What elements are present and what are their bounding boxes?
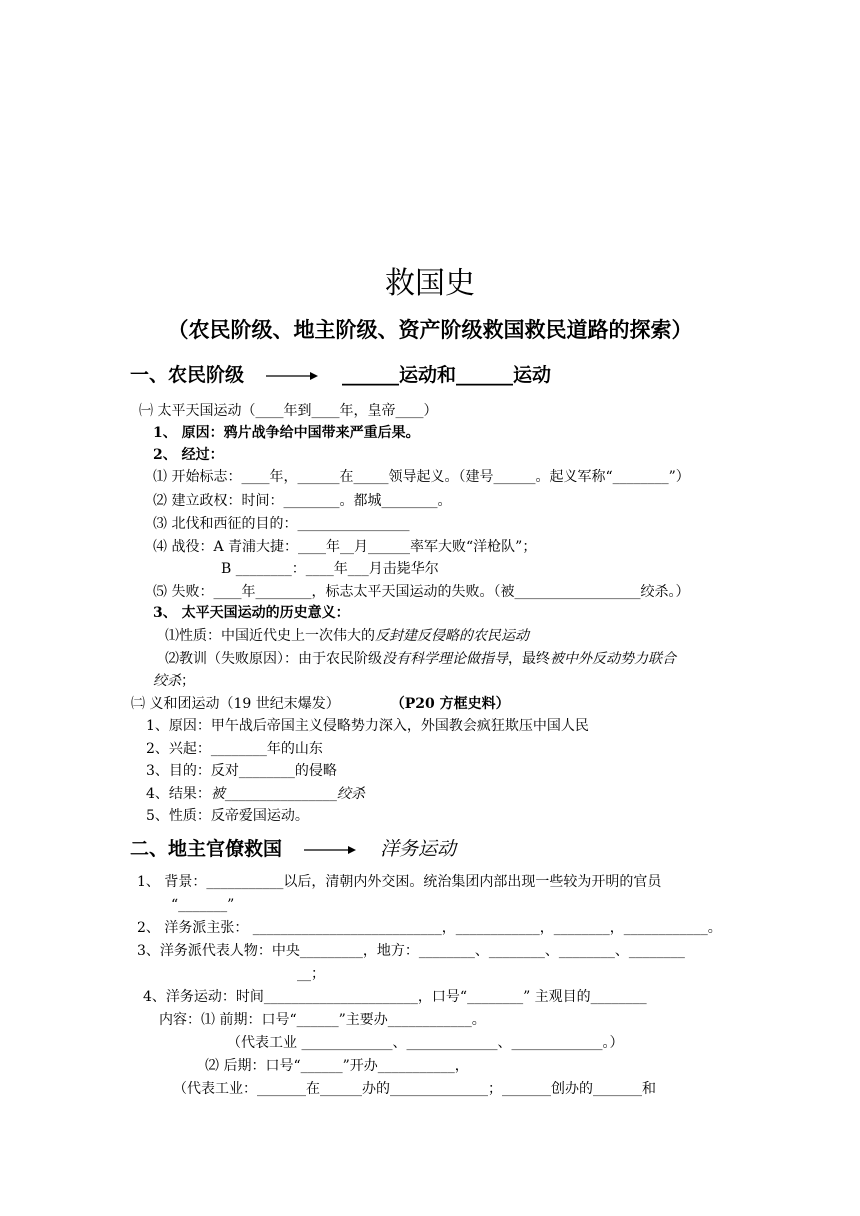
lesson-label: ⑵教训（失败原因）：由于农民阶级	[165, 651, 382, 667]
result-label: 4、结果：	[146, 786, 211, 802]
taiping-nature	[165, 626, 529, 646]
page-subtitle: （农民阶级、地主阶级、资产阶级救国救民道路的探索）	[167, 317, 693, 342]
right-arrow-icon	[266, 371, 318, 381]
taiping-battle-a: ⑷ 战役：A 青浦大捷：____年__月______率军大败“洋枪队”；	[153, 539, 537, 555]
nature-label: ⑴性质：中国近代史上一次伟大的	[165, 628, 375, 644]
section-1-heading	[130, 361, 551, 389]
taiping-battle-b: B ________：____年___月击毙华尔	[221, 561, 439, 577]
section-1-blank: ______运动和______运动	[342, 364, 552, 386]
nature-answer: 反封建反侵略的农民运动	[375, 628, 529, 644]
lesson-answer-3: 绞杀	[153, 673, 181, 689]
westernization-proposal: 2、 洋务派主张： ___________________________，____________，________，____________。	[137, 920, 722, 936]
boxer-rise: 2、兴起：________年的山东	[146, 741, 323, 757]
right-arrow-icon	[304, 845, 356, 855]
boxer-aim: 3、目的：反对________的侵略	[146, 763, 337, 779]
westernization-figures: 3、洋务派代表人物：中央_________，地方：________、________、________、________	[137, 943, 685, 959]
lesson-answer-1: 没有科学理论做指导	[382, 651, 508, 667]
westernization-figures-cont: __；	[297, 966, 325, 982]
boxer-nature: 5、性质：反帝爱国运动。	[146, 808, 309, 824]
westernization-background-cont: “_______”	[171, 897, 235, 913]
taiping-lesson-cont	[153, 671, 195, 691]
westernization-late-industry: （代表工业：_______在______办的______________；_______创办的_______和	[173, 1081, 656, 1097]
section-2-title: 二、地主官僚救国	[130, 838, 283, 860]
westernization-early: 内容：⑴ 前期：口号“______”主要办____________。	[159, 1012, 486, 1028]
section-2-heading	[130, 835, 456, 863]
taiping-expedition: ⑶ 北伐和西征的目的：________________	[153, 516, 410, 532]
section-2-answer: 洋务运动	[380, 838, 457, 860]
taiping-regime: ⑵ 建立政权：时间：________。都城________。	[153, 493, 452, 509]
lesson-connector: ，最终	[508, 651, 550, 667]
boxer-result	[146, 784, 365, 804]
boxer-title: ㈡ 义和团运动（19 世纪末爆发）	[131, 696, 340, 712]
section-1-title: 一、农民阶级	[130, 364, 245, 386]
taiping-process: 2、 经过：	[153, 447, 224, 463]
westernization-movement: 4、洋务运动：时间______________________，口号“________” 主观目的________	[143, 989, 647, 1005]
taiping-heading: ㈠ 太平天国运动（____年到____年，皇帝____）	[139, 403, 438, 419]
westernization-background: 1、 背景：___________以后，清朝内外交困。统治集团内部出现一些较为开明的官员	[137, 874, 662, 890]
westernization-late: ⑵ 后期：口号“______”开办___________，	[205, 1058, 469, 1074]
taiping-start: ⑴ 开始标志：____年，______在_____领导起义。（建号______。起义军称“________”）	[153, 469, 690, 485]
boxer-heading	[131, 694, 510, 714]
westernization-early-industry: （代表工业 _____________、_____________、_____________。）	[227, 1035, 624, 1051]
taiping-failure: ⑸ 失败：____年________，标志太平天国运动的失败。（被__________________绞杀。）	[153, 584, 690, 600]
lesson-answer-2: 被中外反动势力联合	[550, 651, 676, 667]
lesson-end: ；	[181, 673, 195, 689]
taiping-significance: 3、 太平天国运动的历史意义：	[153, 605, 350, 621]
taiping-lesson	[165, 649, 676, 669]
page-title: 救国史	[385, 266, 475, 301]
taiping-cause: 1、 原因：鸦片战争给中国带来严重后果。	[153, 425, 420, 441]
result-answer: 被________________绞杀	[210, 786, 365, 802]
boxer-cause: 1、原因：甲午战后帝国主义侵略势力深入，外国教会疯狂欺压中国人民	[146, 718, 589, 734]
boxer-note: （P20 方框史料）	[397, 696, 510, 712]
